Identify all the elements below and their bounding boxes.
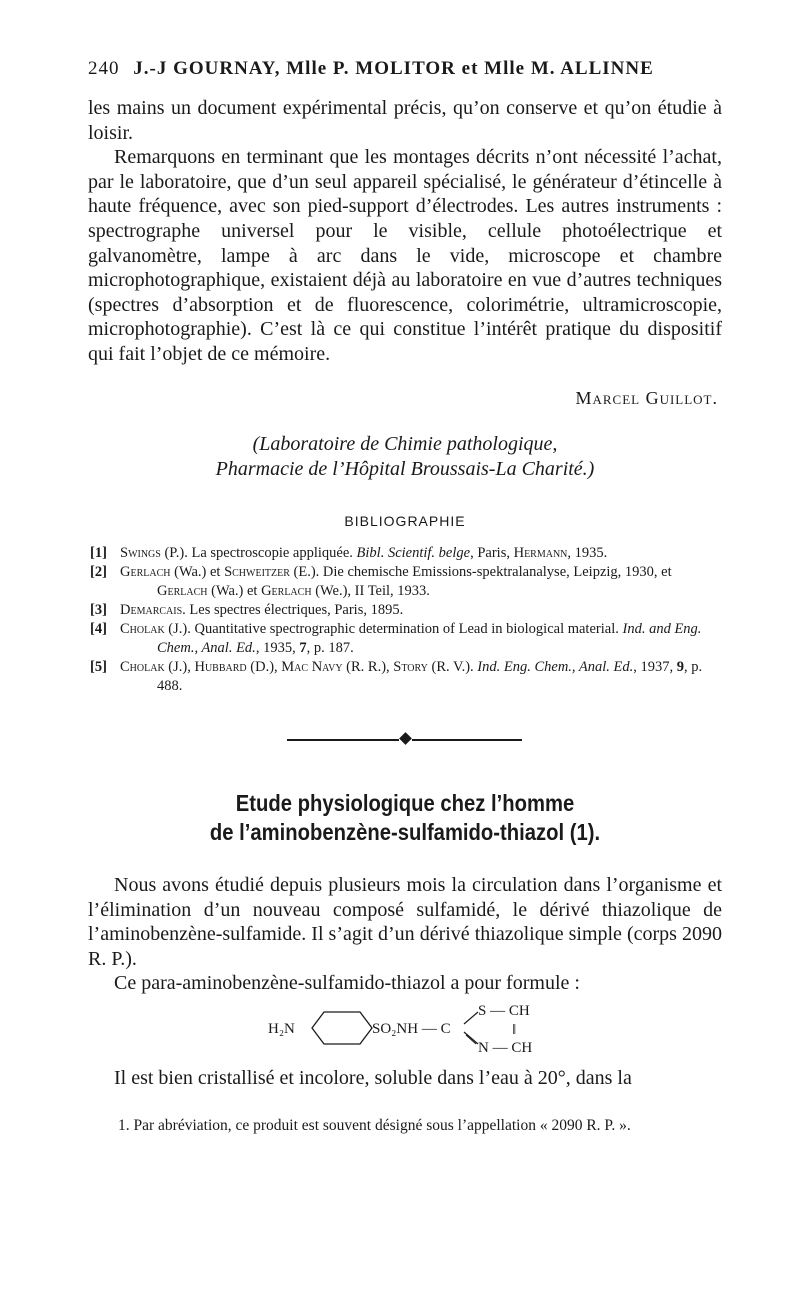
affiliation-line: (Laboratoire de Chimie pathologique, [252,433,558,455]
double-bond-line [466,1035,476,1044]
bibliography-entry [90,563,722,601]
paragraph: Il est bien cristallisé et incolore, soluble dans l’eau à 20°, dans la [114,1067,632,1089]
author: Demarcais [120,602,183,618]
paragraph: Remarquons en terminant que les montages décrits n’ont nécessité l’achat, par le laboratoire, que d’un seul appareil spécialisé, le générateur d’étincelle à haute fréquence, avec son pied-support d’électrodes. Les autres instruments : spectrographe universel pour le visible, cellule photoélectrique et galvanomètre, lampe à arc dans le vide, microscope et chambre microphotographique, existaient déjà au laboratoire en vue d’autres techniques (spectres d’absorption et de fluorescence, colorimétrie, ultramicroscopie, microphotographie). C’est là ce qui constitue l’intérêt pratique du dispositif qui fait l’objet de ce mémoire. [88,146,722,365]
divider-line [412,739,522,741]
entry-text: (R. V.). [427,659,478,675]
bibliography-heading: BIBLIOGRAPHIE [344,513,466,529]
author: Story [393,659,428,675]
journal: Ind. and Eng. Chem., Anal. Ed. [157,621,702,656]
bibliography-entry [90,620,722,658]
article-body [88,873,722,996]
entry-text: (J.), [164,659,195,675]
entry-number: [3] [90,602,107,618]
bibliography-list [90,544,722,696]
entry-text: (Wa.) et [170,564,225,580]
entry-text: , Paris, [470,545,514,561]
entry-text: (D.), [246,659,282,675]
chemical-formula [268,1000,548,1056]
article-body-continued [88,1066,722,1091]
publisher: Hermann [513,545,568,561]
bibliography-entry [90,544,722,563]
entry-text: (Wa.) et [207,583,262,599]
bond-line [464,1032,478,1044]
formula-double-bond: ‖ [512,1022,517,1038]
title-text: de l’aminobenzène-sulfamido-thiazol [209,819,565,845]
title-line [126,818,684,847]
author: Gerlach [120,564,171,580]
paragraph: Ce para-aminobenzène-sulfamido-thiazol a pour formule : [114,972,580,995]
divider-line [287,739,399,741]
bond-line [464,1012,478,1024]
entry-text: , 1935. [567,545,608,561]
entry-number: [5] [90,659,107,675]
volume: 7 [299,640,307,656]
entry-number: [1] [90,545,107,561]
entry-text: (R. R.), [342,659,394,675]
footnote-marker: (1). [569,819,601,845]
entry-text: , p. 488. [157,659,703,694]
benzene-ring-icon [312,1012,372,1044]
entry-number: [2] [90,564,107,580]
formula-drawing [268,1000,548,1056]
paragraph: Nous avons étudié depuis plusieurs mois la circulation dans l’organisme et l’élimination d’un nouveau composé sulfamidé, le dérivé thiazolique de l’aminobenzène-sulfamide. Il s’agit d’un dérivé thiazolique simple (corps 2090 R. P.). [88,874,722,970]
entry-text: . Les spectres électriques, Paris, 1895. [182,602,404,618]
affiliation-line: Pharmacie de l’Hôpital Broussais-La Charité.) [215,458,595,480]
footnote-text: 1. Par abréviation, ce produit est souvent désigné sous l’appellation « 2090 R. P. ». [118,1117,631,1134]
title-line: Etude physiologique chez l’homme [235,790,575,816]
author: Swings [120,545,161,561]
entry-text: (We.), II Teil, 1933. [311,583,430,599]
author: Gerlach [261,583,312,599]
paragraph: les mains un document expérimental précis, qu’on conserve et qu’on étudie à loisir. [88,97,722,144]
section-divider [287,731,522,747]
footnote [88,1116,722,1135]
formula-thiazole-top: S — CH [478,1003,530,1019]
entry-text: (J.). Quantitative spectrographic determination of Lead in biological material. [164,621,623,637]
bibliography-entry [90,601,722,620]
journal: Ind. Eng. Chem., Anal. Ed. [477,659,634,675]
author: Gerlach [157,583,208,599]
entry-text: , 1935, [255,640,300,656]
laboratory-affiliation [88,432,722,482]
entry-text: , p. 187. [306,640,354,656]
formula-thiazole-bottom: N — CH [478,1040,533,1056]
formula-sulfonamide: SO₂NH — C [372,1021,451,1037]
running-header [88,58,720,80]
running-title: J.-J GOURNAY, Mlle P. MOLITOR et Mlle M. ALLINNE [133,58,654,79]
formula-amine: H₂N [268,1021,295,1037]
article-title [126,789,684,847]
previous-article-text [88,96,722,367]
volume: 9 [676,659,685,675]
bibliography-entry [90,658,722,696]
entry-text: (E.). Die chemische Emissions-spektralanalyse, Leipzig, 1930, et [289,564,672,580]
author: Cholak [120,621,165,637]
journal: Bibl. Scientif. belge [356,545,471,561]
page-number: 240 [88,58,120,79]
author: Hubbard [194,659,247,675]
diamond-ornament-icon [399,732,412,745]
entry-text: (P.). La spectroscopie appliquée. [160,545,357,561]
author: Schweitzer [224,564,290,580]
entry-number: [4] [90,621,107,637]
author-signature: Marcel Guillot. [575,388,718,408]
author: Cholak [120,659,165,675]
entry-text: , 1937, [633,659,677,675]
author: Mac Navy [281,659,343,675]
